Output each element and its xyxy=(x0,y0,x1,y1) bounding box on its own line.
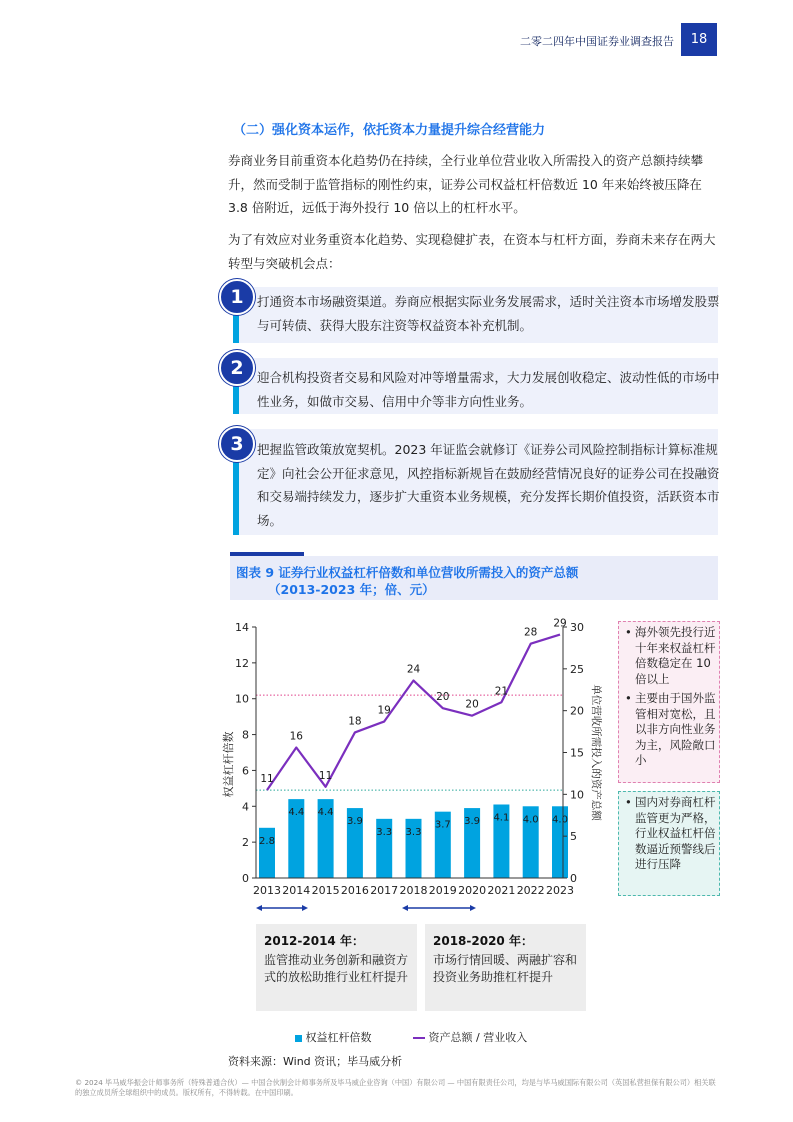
y-left-tick-label-8: 8 xyxy=(242,728,249,742)
figure-title: 图表 9 证券行业权益杠杆倍数和单位营收所需投入的资产总额 xyxy=(236,565,579,580)
y-right-tick-label-5: 5 xyxy=(570,830,577,844)
figure-subtitle: （2013-2023 年；倍、元） xyxy=(268,582,435,597)
x-tick-label-2016: 2016 xyxy=(340,884,369,897)
copyright-footer: © 2024 毕马威华振会计师事务所（特殊普通合伙）— 中国合伙制会计师事务所及毕马威企业咨询（中国）有限公司 — 中国有限责任公司，均是与毕马威国际有限公司（英国私营担保有限公司）相关联的独立成员所全球组织中的成员。版权所有，不得转载。在中国印刷。 xyxy=(75,1078,716,1097)
bar-label-2016: 3.9 xyxy=(346,816,363,828)
legend-bar-label: 权益杠杆倍数 xyxy=(305,1031,372,1044)
period-1-arrow xyxy=(256,903,308,913)
legend-line-label: 资产总额 / 营业收入 xyxy=(428,1031,528,1044)
y-left-tick-label-2: 2 xyxy=(242,836,249,850)
note-box-domestic xyxy=(618,791,720,896)
bar-label-2017: 3.3 xyxy=(376,826,393,838)
line-label-2013: 11 xyxy=(260,773,274,786)
leverage-chart xyxy=(220,612,610,902)
legend-line-swatch xyxy=(413,1037,425,1039)
y-right-tick-label-0: 0 xyxy=(570,872,577,885)
bar-label-2022: 4.0 xyxy=(522,814,539,826)
figure-source: 资料来源：Wind 资讯；毕马威分析 xyxy=(228,1055,403,1068)
period-2-body: 市场行情回暖、两融扩容和投资业务助推杠杆提升 xyxy=(433,953,578,984)
y-left-tick-label-4: 4 xyxy=(242,800,249,814)
note-domestic-1: • 国内对券商杠杆监管更为严格，行业权益杠杆倍数逼近预警线后进行压降 xyxy=(619,795,717,873)
line-label-2017: 19 xyxy=(377,704,391,717)
note-overseas-2: • 主要由于国外监管相对宽松，且以非方向性业务为主，风险敞口小 xyxy=(619,691,717,769)
line-label-2021: 21 xyxy=(494,685,509,698)
x-tick-label-2019: 2019 xyxy=(428,884,457,897)
x-tick-label-2018: 2018 xyxy=(399,884,428,897)
x-tick-label-2021: 2021 xyxy=(487,884,516,897)
item-2-text: 迎合机构投资者交易和风险对冲等增量需求，大力发展创收稳定、波动性低的市场中性业务，如做市交易、信用中介等非方向性业务。 xyxy=(257,370,720,409)
paragraph-1: 券商业务目前重资本化趋势仍在持续，全行业单位营业收入所需投入的资产总额持续攀升，然而受制于监管指标的刚性约束，证券公司权益杠杆倍数近 10 年来始终被压降在 3.8 倍附近，远低于海外投行 10 倍以上的杠杆水平。 xyxy=(228,153,704,215)
legend-bar xyxy=(295,1029,372,1045)
line-label-2019: 20 xyxy=(436,691,450,704)
bar-label-2013: 2.8 xyxy=(259,835,275,847)
line-series-asset-ratio xyxy=(267,635,560,791)
section-title: （二）强化资本运作，依托资本力量提升综合经营能力 xyxy=(233,123,546,138)
bar-label-2023: 4.0 xyxy=(552,814,568,826)
line-label-2015: 11 xyxy=(318,769,333,782)
bar-label-2018: 3.3 xyxy=(405,826,422,838)
note-box-overseas xyxy=(618,621,720,783)
y-right-tick-label-10: 10 xyxy=(570,788,584,802)
y-right-axis-title: 单位营收所需投入的资产总额 xyxy=(590,684,602,821)
y-left-tick-label-10: 10 xyxy=(235,692,249,706)
y-left-tick-label-0: 0 xyxy=(242,872,249,885)
bar-label-2014: 4.4 xyxy=(288,807,305,819)
line-label-2014: 16 xyxy=(289,730,303,743)
period-2-heading: 2018-2020 年： xyxy=(433,934,533,948)
period-box-2012-2014 xyxy=(256,924,417,1011)
item-2-number-badge: 2 xyxy=(219,350,255,386)
period-1-heading: 2012-2014 年： xyxy=(264,934,364,948)
line-label-2016: 18 xyxy=(348,715,362,728)
line-label-2023: 29 xyxy=(553,617,567,630)
legend-line xyxy=(413,1029,527,1045)
y-left-axis-title: 权益杠杆倍数 xyxy=(222,731,235,798)
paragraph-2: 为了有效应对业务重资本化趋势、实现稳健扩表，在资本与杠杆方面，券商未来存在两大转型与突破机会点： xyxy=(228,232,716,271)
item-3-text: 把握监管政策放宽契机。2023 年证监会就修订《证券公司风险控制指标计算标准规定》向社会公开征求意见，风控指标新规旨在鼓励经营情况良好的证券公司在投融资和交易端持续发力，逐步扩大重资本业务规模，充分发挥长期价值投资，活跃资本市场。 xyxy=(257,442,720,528)
y-left-tick-label-6: 6 xyxy=(242,764,249,778)
bar-label-2021: 4.1 xyxy=(493,812,510,824)
period-1-body: 监管推动业务创新和融资方式的放松助推行业杠杆提升 xyxy=(264,953,409,984)
y-right-tick-label-25: 25 xyxy=(570,662,584,676)
item-3-number-badge: 3 xyxy=(219,426,255,462)
x-tick-label-2020: 2020 xyxy=(458,884,487,897)
page-number: 18 xyxy=(681,23,717,56)
y-right-tick-label-20: 20 xyxy=(570,704,584,718)
period-2-arrow xyxy=(402,903,476,913)
line-label-2022: 28 xyxy=(524,626,538,639)
legend-bar-swatch xyxy=(295,1035,302,1042)
x-tick-label-2015: 2015 xyxy=(311,884,340,897)
note-overseas-1: • 海外领先投行近十年来权益杠杆倍数稳定在 10 倍以上 xyxy=(619,625,717,687)
y-left-tick-label-12: 12 xyxy=(235,656,249,670)
bar-label-2015: 4.4 xyxy=(317,807,334,819)
x-tick-label-2013: 2013 xyxy=(253,884,281,897)
y-left-tick-label-14: 14 xyxy=(235,621,249,634)
y-right-tick-label-30: 30 xyxy=(570,621,584,634)
period-box-2018-2020 xyxy=(425,924,586,1011)
item-1-text: 打通资本市场融资渠道。券商应根据实际业务发展需求，适时关注资本市场增发股票与可转债、获得大股东注资等权益资本补充机制。 xyxy=(257,294,720,333)
x-tick-label-2023: 2023 xyxy=(546,884,574,897)
line-label-2020: 20 xyxy=(465,698,479,711)
item-1-number-badge: 1 xyxy=(219,279,255,315)
x-tick-label-2017: 2017 xyxy=(370,884,399,897)
y-right-tick-label-15: 15 xyxy=(570,746,584,760)
bar-label-2019: 3.7 xyxy=(434,819,451,831)
x-tick-label-2014: 2014 xyxy=(282,884,311,897)
x-tick-label-2022: 2022 xyxy=(516,884,545,897)
bar-label-2020: 3.9 xyxy=(464,816,481,828)
line-label-2018: 24 xyxy=(406,663,421,676)
report-title: 二零二四年中国证券业调查报告 xyxy=(520,35,674,48)
